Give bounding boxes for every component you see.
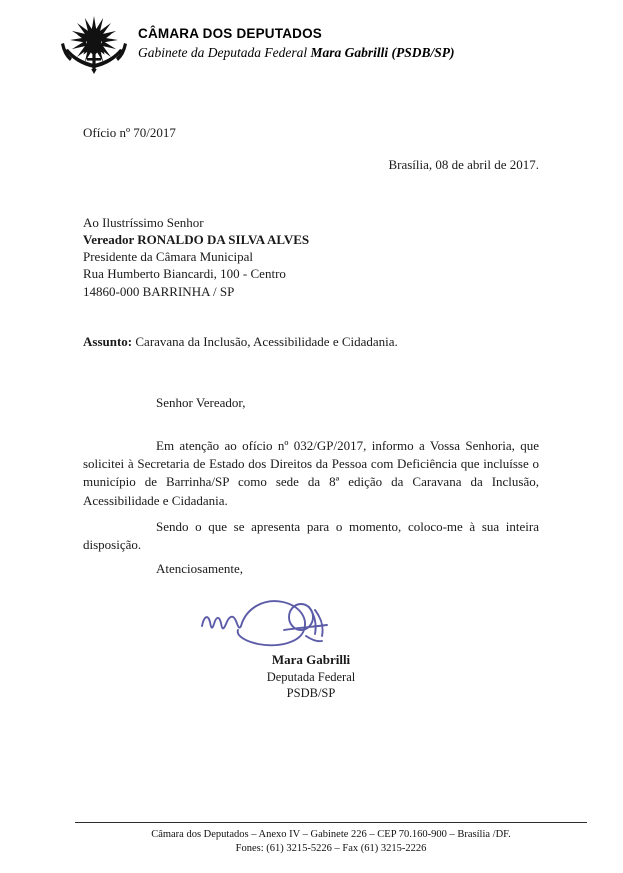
recipient-honorific: Ao Ilustríssimo Senhor (83, 215, 204, 230)
recipient-block (83, 214, 309, 300)
footer-divider (75, 822, 587, 823)
footer-contact: Fones: (61) 3215-5226 – Fax (61) 3215-2226 (235, 842, 427, 854)
signer-block (83, 652, 539, 701)
recipient-name: Vereador RONALDO DA SILVA ALVES (83, 232, 310, 248)
recipient-street: Rua Humberto Biancardi, 100 - Centro (83, 266, 286, 282)
brazil-coat-of-arms-icon (57, 14, 131, 76)
body-paragraph-1: Em atenção ao ofício nº 032/GP/2017, informo a Vossa Senhoria, que solicitei à Secretaria de Estado dos Direitos da Pessoa com Deficiência que incluísse o município de Barrinha/SP como sede da 8ª edição da Caravana da Inclusão, Acessibilidade e Cidadania. (83, 438, 539, 508)
recipient-city: 14860-000 BARRINHA / SP (83, 283, 235, 299)
letterhead-text (138, 26, 455, 60)
subject-label: Assunto: (83, 334, 133, 349)
place-and-date: Brasília, 08 de abril de 2017. (388, 157, 539, 172)
office-line (138, 45, 455, 61)
subject-line (83, 334, 398, 350)
footer-text (75, 828, 587, 856)
recipient-role: Presidente da Câmara Municipal (83, 249, 254, 265)
subject-text: Caravana da Inclusão, Acessibilidade e Cidadania. (132, 334, 398, 349)
office-holder: Mara Gabrilli (PSDB/SP) (310, 44, 455, 60)
signer-title: Deputada Federal (266, 669, 356, 684)
signer-party: PSDB/SP (286, 686, 336, 701)
handwritten-signature-icon (188, 592, 378, 658)
office-prefix: Gabinete da Deputada Federal (138, 44, 311, 60)
organization-name: CÂMARA DOS DEPUTADOS (138, 26, 323, 41)
page-footer (75, 822, 587, 856)
letterhead (0, 12, 623, 78)
body-paragraph-2: Sendo o que se apresenta para o momento, coloco-me à sua inteira disposição. (83, 519, 539, 553)
closing-line: Atenciosamente, (156, 561, 243, 576)
signer-name: Mara Gabrilli (271, 652, 351, 667)
document-reference: Ofício nº 70/2017 (83, 125, 176, 140)
footer-address: Câmara dos Deputados – Anexo IV – Gabinete 226 – CEP 70.160-900 – Brasília /DF. (151, 829, 511, 840)
salutation: Senhor Vereador, (156, 395, 246, 410)
